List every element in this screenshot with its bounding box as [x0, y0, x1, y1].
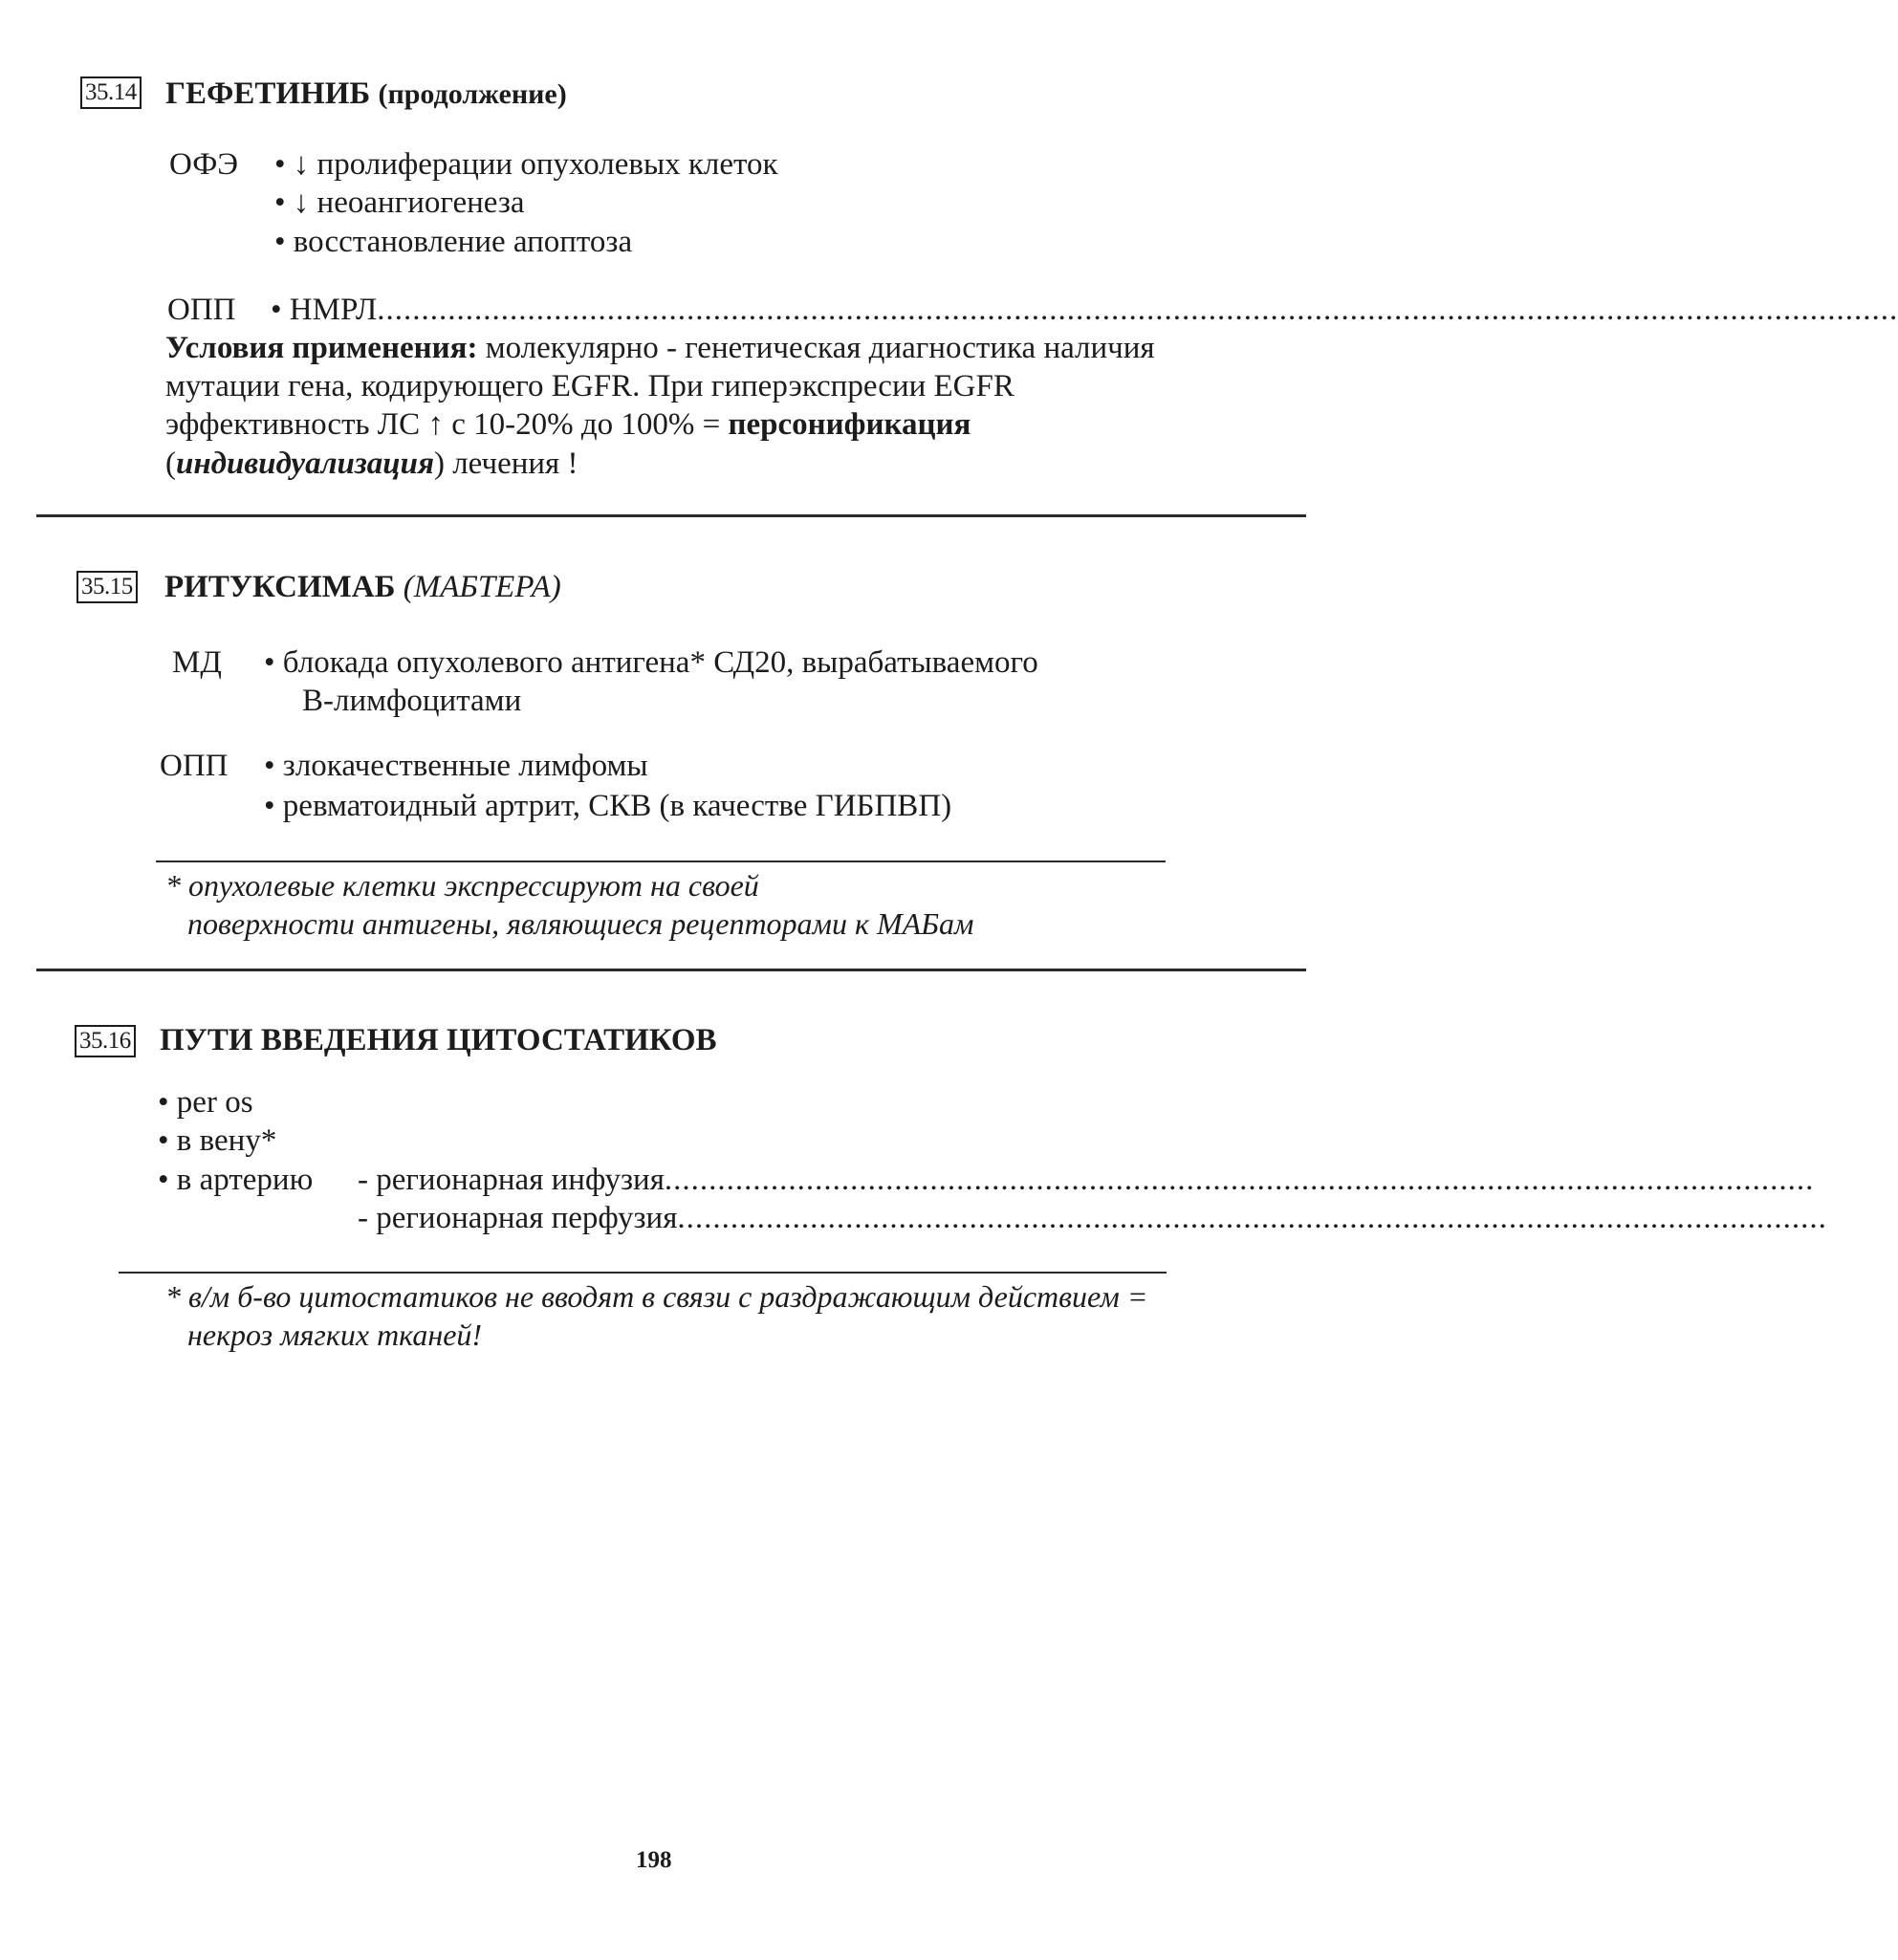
route-item-2: • в вену*	[158, 1123, 277, 1158]
conditions-text-3: эффективность ЛС ↑ с 10-20% до 100% =	[165, 407, 729, 442]
conditions-line-4	[165, 445, 578, 483]
ofe-item-3: • восстановление апоптоза	[274, 225, 633, 259]
title-text: РИТУКСИМАБ	[164, 570, 396, 604]
section-number-35-16: 35.16	[75, 1025, 136, 1057]
artery-sub-2-text: - регионарная перфузия	[358, 1201, 678, 1235]
conditions-line-1	[165, 329, 1155, 367]
individualization-term: индивидуализация	[176, 446, 434, 481]
route-item-1: • per os	[158, 1085, 253, 1120]
footnote-separator	[156, 860, 1166, 862]
section-title-35-16: ПУТИ ВВЕДЕНИЯ ЦИТОСТАТИКОВ	[160, 1023, 717, 1057]
md-line-2: В-лимфоцитами	[302, 684, 522, 718]
dot-leader: ..................................................................................................................................	[677, 1201, 1827, 1235]
conditions-line-3	[165, 405, 971, 444]
section-divider	[36, 514, 1306, 517]
conditions-text-1: молекулярно - генетическая диагностика наличия	[477, 331, 1155, 365]
footnote-line-1: * в/м б-во цитостатиков не вводят в связи с раздражающим действием =	[165, 1279, 1148, 1314]
title-subtitle: (МАБТЕРА)	[403, 570, 561, 604]
footnote-line-1: * опухолевые клетки экспрессируют на своей	[165, 868, 759, 903]
section-title-35-14	[165, 75, 567, 114]
ofe-item-1: • ↓ пролиферации опухолевых клеток	[274, 147, 778, 182]
footnote-line-2: поверхности антигены, являющиеся рецепторами к МАБам	[187, 906, 974, 941]
page-number: 198	[636, 1847, 672, 1873]
opp-item-text: • НМРЛ	[271, 293, 378, 327]
artery-sub-1-text: - регионарная инфузия	[358, 1163, 665, 1197]
footnote-line-2: некроз мягких тканей!	[187, 1318, 483, 1352]
paren-open: (	[165, 446, 176, 481]
section-title-35-15	[164, 568, 561, 606]
route-item-3: • в артерию	[158, 1163, 314, 1197]
conditions-label: Условия применения:	[165, 331, 478, 365]
dot-leader: ............................................................................................................................................................................	[377, 293, 1898, 327]
dot-leader: ..................................................................................................................................	[664, 1163, 1815, 1197]
opp-item-2: • ревматоидный артрит, СКВ (в качестве ГИБПВП)	[264, 789, 952, 823]
opp-label: ОПП	[167, 293, 236, 327]
title-text: ГЕФЕТИНИБ	[165, 76, 371, 111]
conditions-line-2: мутации гена, кодирующего EGFR. При гиперэкспресии EGFR	[165, 369, 1014, 403]
opp-item-1: • злокачественные лимфомы	[264, 749, 648, 783]
conditions-text-4: ) лечения !	[433, 446, 578, 481]
artery-sub-2	[358, 1199, 1827, 1237]
section-number-35-15: 35.15	[76, 571, 138, 603]
ofe-label: ОФЭ	[169, 147, 239, 182]
footnote-separator	[119, 1272, 1167, 1274]
md-line-1: • блокада опухолевого антигена* СД20, вырабатываемого	[264, 645, 1038, 680]
opp-label: ОПП	[160, 749, 229, 783]
md-label: МД	[172, 645, 222, 680]
title-subtitle: (продолжение)	[378, 78, 567, 110]
personification-term: персонификация	[728, 407, 971, 442]
section-number-35-14: 35.14	[80, 76, 142, 109]
artery-sub-1	[358, 1161, 1815, 1199]
opp-item	[271, 291, 1898, 329]
section-divider	[36, 969, 1306, 971]
ofe-item-2: • ↓ неоангиогенеза	[274, 185, 525, 220]
